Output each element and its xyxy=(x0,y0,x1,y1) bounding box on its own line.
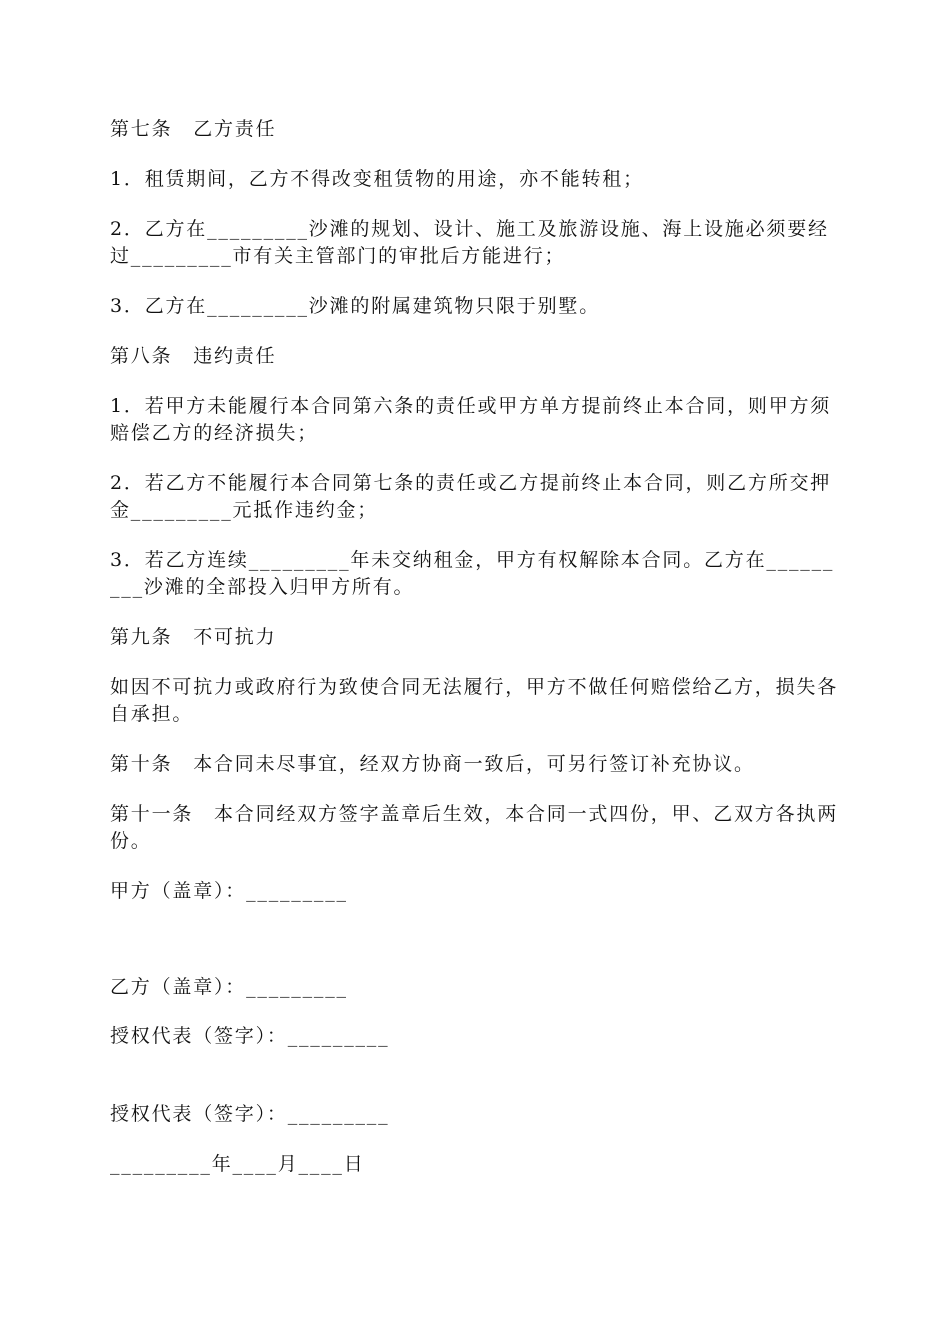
article-8-clause-1: 1．若甲方未能履行本合同第六条的责任或甲方单方提前终止本合同，则甲方须赔偿乙方的经济损失； xyxy=(110,395,832,444)
article-7-clause-3: 3．乙方在_________沙滩的附属建筑物只限于别墅。 xyxy=(110,295,600,317)
article-8-title: 第八条 违约责任 xyxy=(110,345,277,367)
rep-spacer xyxy=(110,1073,842,1101)
date-line: _________年____月____日 xyxy=(110,1153,365,1175)
article-7-clause-1: 1．租赁期间，乙方不得改变租赁物的用途，亦不能转租； xyxy=(110,168,644,190)
article-8-clause-2: 2．若乙方不能履行本合同第七条的责任或乙方提前终止本合同，则乙方所交押金_________元抵作违约金； xyxy=(110,472,832,521)
article-9-body: 如因不可抗力或政府行为致使合同无法履行，甲方不做任何赔偿给乙方，损失各自承担。 xyxy=(110,676,839,725)
article-9-title: 第九条 不可抗力 xyxy=(110,626,277,648)
rep-signature-line-2: 授权代表（签字）：_________ xyxy=(110,1103,390,1125)
article-10: 第十条 本合同未尽事宜，经双方协商一致后，可另行签订补充协议。 xyxy=(110,753,755,775)
article-11: 第十一条 本合同经双方签字盖章后生效，本合同一式四份，甲、乙双方各执两份。 xyxy=(110,803,839,852)
party-a-seal-line: 甲方（盖章）：_________ xyxy=(110,880,348,902)
article-8-clause-3: 3．若乙方连续_________年未交纳租金，甲方有权解除本合同。乙方在_________沙滩的全部投入归甲方所有。 xyxy=(110,549,835,598)
article-7-clause-2: 2．乙方在_________沙滩的规划、设计、施工及旅游设施、海上设施必须要经过_________市有关主管部门的审批后方能进行； xyxy=(110,218,829,267)
party-b-seal-line: 乙方（盖章）：_________ xyxy=(110,976,348,998)
article-7-title: 第七条 乙方责任 xyxy=(110,118,277,140)
contract-page xyxy=(110,116,842,1201)
signature-spacer xyxy=(110,928,842,974)
rep-signature-line-1: 授权代表（签字）：_________ xyxy=(110,1025,390,1047)
